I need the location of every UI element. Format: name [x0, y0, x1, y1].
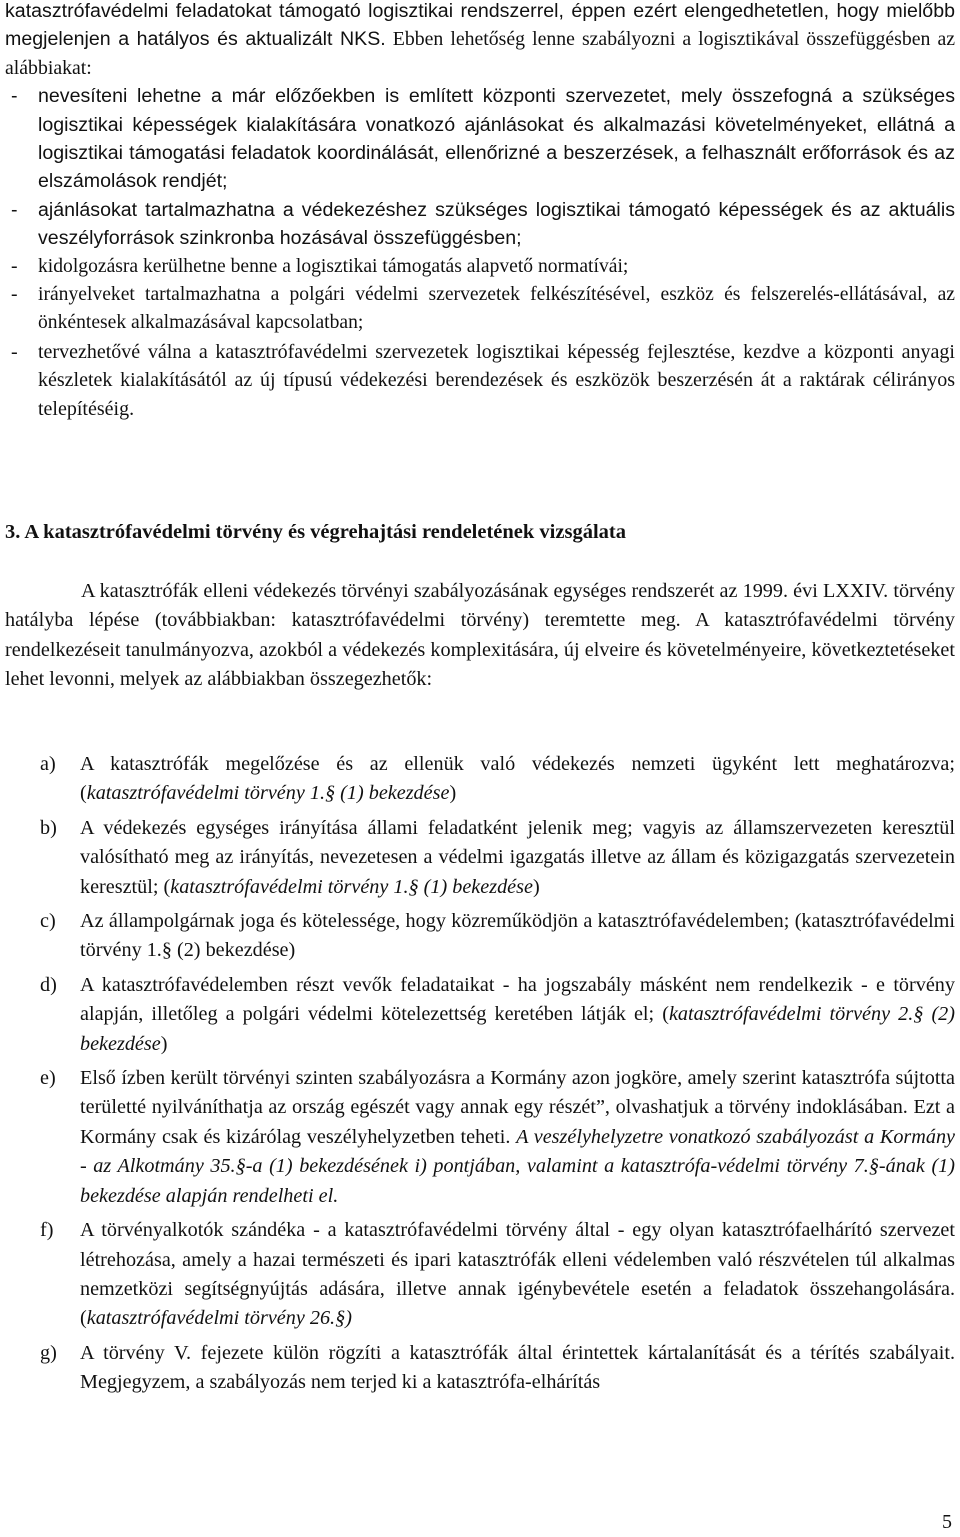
dash-marker: - [11, 340, 18, 363]
dash-text: ajánlásokat tartalmazhatna a védekezéshez szükséges logisztikai támogató képességek és az aktuális veszélyforrások szinkronba hozásával összefüggésben; [38, 198, 955, 250]
list-item-label: g) [40, 1341, 57, 1364]
list-item [40, 1064, 955, 1211]
list-item-label: d) [40, 973, 57, 996]
list-item-label: f) [40, 1219, 54, 1242]
list-item-text: A törvényalkotók szándéka - a katasztrófavédelmi törvény által - egy olyan katasztrófaelhárító szervezet létrehozása, amely a hazai természeti és ipari katasztrófák elleni védelemben való részvételen túl alkalmas nemzetközi segítségnyújtás adására, illetve annak igénybevétele esetén a feladatok összehangolására. (katasztrófavédelmi törvény 26.§) [80, 1219, 955, 1330]
dash-item-2 [5, 196, 955, 253]
list-item [40, 750, 955, 809]
section-paragraph-block [5, 577, 955, 695]
intro-block [5, 0, 955, 423]
section-heading: 3. A katasztrófavédelmi törvény és végrehajtási rendeletének vizsgálata [5, 521, 626, 543]
list-item-label: a) [40, 753, 56, 775]
intro-paragraph [5, 0, 955, 82]
dash-marker: - [11, 198, 18, 221]
list-item [40, 971, 955, 1059]
dash-marker: - [11, 85, 18, 108]
dash-item-3 [5, 253, 955, 281]
list-item-label: c) [40, 910, 56, 933]
list-item-text: Az állampolgárnak joga és kötelessége, hogy közreműködjön a katasztrófavédelemben; (katasztrófavédelmi törvény 1.§ (2) bekezdése) [80, 910, 955, 962]
dash-marker: - [11, 284, 18, 306]
page-number: 5 [942, 1511, 952, 1533]
dash-marker: - [11, 255, 18, 277]
intro-text-serif: Ebben lehetőség lenne szabályozni a logisztikával összefüggésben az alábbiakat: [5, 28, 956, 79]
dash-item-1 [5, 82, 955, 196]
list-item [40, 814, 955, 902]
list-item-label: b) [40, 816, 57, 839]
list-item-text: A katasztrófák megelőzése és az ellenük való védekezés nemzeti ügyként lett meghatározva; (katasztrófavédelmi törvény 1.§ (1) bekezdése) [80, 753, 955, 805]
list-item-text: A törvény V. fejezete külön rögzíti a katasztrófák által érintettek kártalanítását és a térítés szabályait. Megjegyzem, a szabályozás nem terjed ki a katasztrófa-elhárítás [80, 1341, 955, 1394]
list-item [40, 1216, 955, 1334]
dash-item-5 [5, 338, 955, 423]
enumerated-list [40, 750, 955, 1403]
dash-text: kidolgozásra kerülhetne benne a logisztikai támogatás alapvető normatívái; [38, 255, 629, 277]
dash-text: nevesíteni lehetne a már előzőekben is említett központi szervezetet, mely összefogná a szükséges logisztikai képességek kialakítására vonatkozó ajánlásokat és alkalmazási követelményeket, ellátná a logisztikai támogatási feladatok koordinálását, ellenőrizné a beszerzések, a felhasznált erőforrások és az elszámolások rendjét; [38, 85, 955, 193]
dash-text: irányelveket tartalmazhatna a polgári védelmi szervezetek felkészítésével, eszköz és felszerelés-ellátásával, az önkéntesek alkalmazásával kapcsolatban; [38, 284, 955, 334]
list-item [40, 1339, 955, 1398]
dash-text: tervezhetővé válna a katasztrófavédelmi szervezetek logisztikai képesség fejlesztése, kezdve a központi anyagi készletek kialakításától az új típusú védekezési berendezések és eszközök beszerzésén át a raktárak célirányos telepítéséig. [38, 340, 955, 420]
list-item-text: A védekezés egységes irányítása állami feladatként jelenik meg; vagyis az államszervezeten keresztül valósítható meg az irányítás, nevezetesen a védelmi igazgatás illetve az állam és közigazgatás szervezetein keresztül; (katasztrófavédelmi törvény 1.§ (1) bekezdése) [80, 816, 955, 898]
intro-text-sans: katasztrófavédelmi feladatokat támogató logisztikai rendszerrel, éppen ezért elengedhetetlen, hogy mielőbb megjelenjen a hatályos és aktualizált NKS. [5, 0, 955, 51]
list-item-label: e) [40, 1067, 56, 1090]
list-item [40, 907, 955, 966]
dash-item-4 [5, 281, 955, 338]
list-item-text: Első ízben került törvényi szinten szabályozásra a Kormány azon jogköre, amely szerint katasztrófa sújtotta területté nyilváníthatja az ország egészét vagy annak egy részét”, olvashatjuk a törvény indoklásában. Ezt a Kormány csak és kizárólag veszélyhelyzetben teheti. A veszélyhelyzetre vonatkozó szabályozást a Kormány - az Alkotmány 35.§-a (1) bekezdésének i) pontjában, valamint a katasztrófa-védelmi törvény 7.§-ának (1) bekezdése alapján rendelheti el. [80, 1067, 955, 1207]
list-item-text: A katasztrófavédelemben részt vevők feladataikat - ha jogszabály másként nem rendelkezik - e törvény alapján, illetőleg a polgári védelmi kötelezettség keretében látják el; (katasztrófavédelmi törvény 2.§ (2) bekezdése) [80, 973, 955, 1055]
section-paragraph: A katasztrófák elleni védekezés törvényi szabályozásának egységes rendszerét az 1999. évi LXXIV. törvény hatályba lépése (továbbiakban: katasztrófavédelmi törvény) teremtette meg. A katasztrófavédelmi törvény rendelkezéseit tanulmányozva, azokból a védekezés komplexitására, új elveire és követelményeire, következtetéseket lehet levonni, melyek az alábbiakban összegezhetők: [5, 580, 955, 691]
